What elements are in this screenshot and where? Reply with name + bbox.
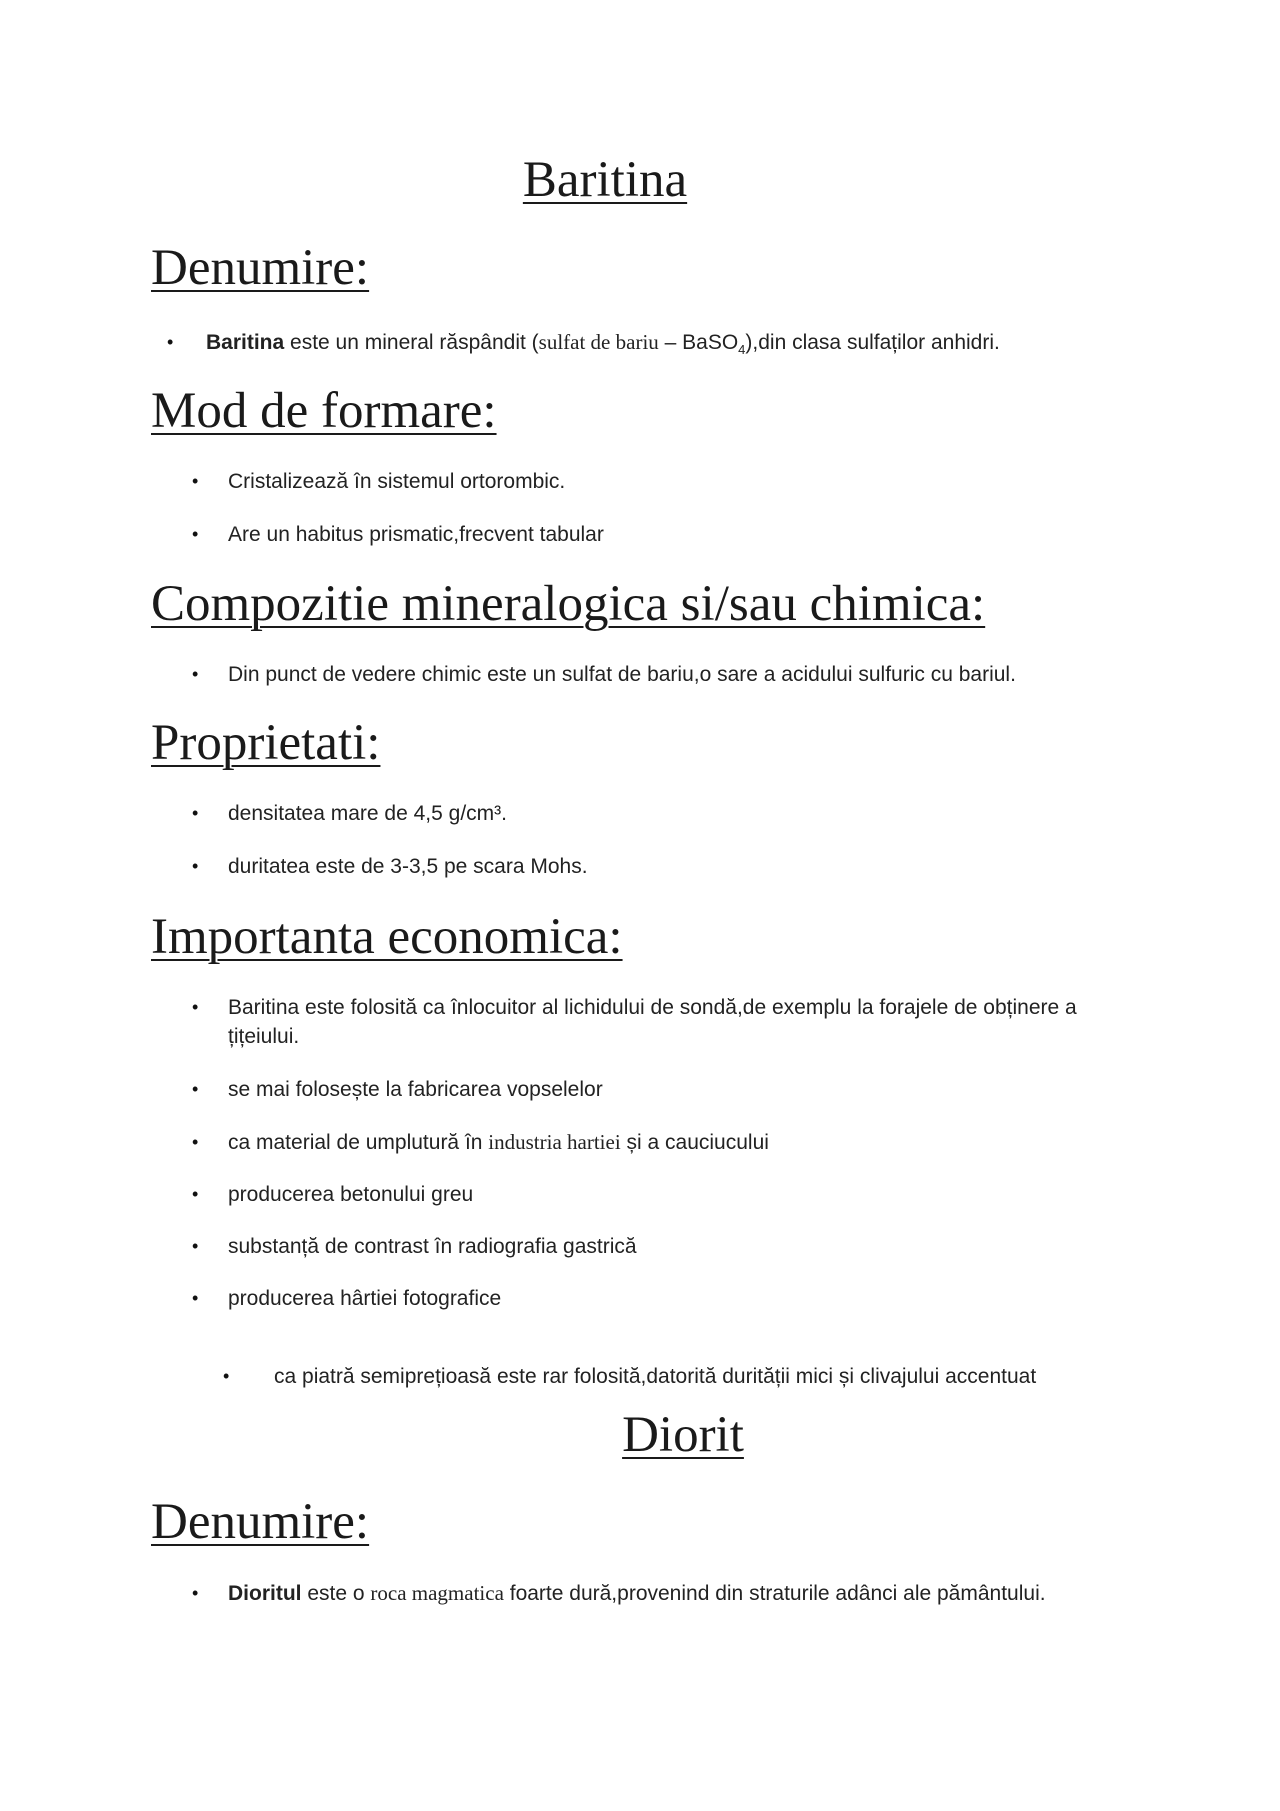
bullet-icon: •	[192, 1184, 199, 1204]
bullet-icon: •	[192, 471, 199, 491]
list-item	[223, 1362, 1037, 1391]
item-text-serif: industria hartiei	[488, 1130, 621, 1154]
list-item	[167, 328, 1000, 364]
item-text: foarte dură,provenind din straturile adânci ale pământului.	[503, 1582, 1046, 1605]
term-bold: Baritina	[206, 331, 285, 354]
section-heading-proprietati: Proprietati:	[151, 715, 381, 771]
section-heading-mod-de-formare: Mod de formare:	[151, 383, 497, 439]
list-item	[192, 1232, 637, 1261]
section-heading-denumire: Denumire:	[151, 240, 370, 296]
list-item	[192, 1128, 769, 1157]
bullet-icon: •	[192, 1236, 199, 1256]
list-item	[192, 660, 1016, 689]
item-text: Din punct de vedere chimic este un sulfat de bariu,o sare a acidului sulfuric cu bariul.	[228, 663, 1016, 686]
bullet-icon: •	[192, 524, 199, 544]
item-text: și a cauciucului	[620, 1131, 769, 1154]
item-text: Are un habitus prismatic,frecvent tabular	[228, 523, 604, 546]
item-text: substanță de contrast în radiografia gastrică	[228, 1235, 637, 1258]
bullet-icon: •	[192, 1288, 199, 1308]
document-title: Diorit	[622, 1407, 744, 1463]
list-item	[192, 799, 507, 828]
item-text: ca piatră semiprețioasă este rar folosită,datorită durității mici și clivajului accentuat	[274, 1365, 1037, 1388]
term-bold: Dioritul	[228, 1582, 302, 1605]
item-text: este o	[301, 1582, 371, 1605]
bullet-icon: •	[192, 803, 199, 823]
bullet-icon: •	[192, 1079, 199, 1099]
item-text-serif: roca magmatica	[370, 1581, 504, 1605]
item-text: densitatea mare de 4,5 g/cm³.	[228, 802, 507, 825]
bullet-icon: •	[192, 1583, 199, 1603]
item-text: Cristalizează în sistemul ortorombic.	[228, 470, 566, 493]
list-item	[192, 1579, 1046, 1608]
item-text: este un mineral răspândit (	[284, 331, 539, 354]
list-item	[192, 993, 1128, 1051]
document-title: Baritina	[522, 152, 688, 208]
list-item	[192, 467, 566, 496]
subscript: 4	[738, 342, 746, 358]
bullet-icon: •	[192, 664, 199, 684]
section-heading-denumire: Denumire:	[151, 1494, 370, 1550]
item-text: – BaSO	[658, 331, 739, 354]
list-item	[192, 1284, 502, 1313]
item-text: se mai folosește la fabricarea vopselelor	[228, 1078, 603, 1101]
item-text: ),din clasa sulfaților anhidri.	[745, 331, 1000, 354]
item-text: ca material de umplutură în	[228, 1131, 489, 1154]
bullet-icon: •	[192, 997, 199, 1017]
bullet-icon: •	[192, 1132, 199, 1152]
item-text: duritatea este de 3-3,5 pe scara Mohs.	[228, 855, 588, 878]
section-heading-compozitie: Compozitie mineralogica si/sau chimica:	[151, 576, 986, 632]
item-text-serif: sulfat de bariu	[538, 330, 659, 354]
bullet-icon: •	[223, 1366, 230, 1386]
item-text: Baritina este folosită ca înlocuitor al lichidului de sondă,de exemplu la forajele de obținere a țițeiului.	[228, 996, 1077, 1048]
list-item	[192, 1075, 603, 1104]
list-item	[192, 520, 604, 549]
bullet-icon: •	[167, 332, 174, 352]
list-item	[192, 852, 588, 881]
item-text: producerea betonului greu	[228, 1183, 474, 1206]
section-heading-importanta-economica: Importanta economica:	[151, 909, 623, 965]
list-item	[192, 1180, 474, 1209]
bullet-icon: •	[192, 856, 199, 876]
item-text: producerea hârtiei fotografice	[228, 1287, 502, 1310]
